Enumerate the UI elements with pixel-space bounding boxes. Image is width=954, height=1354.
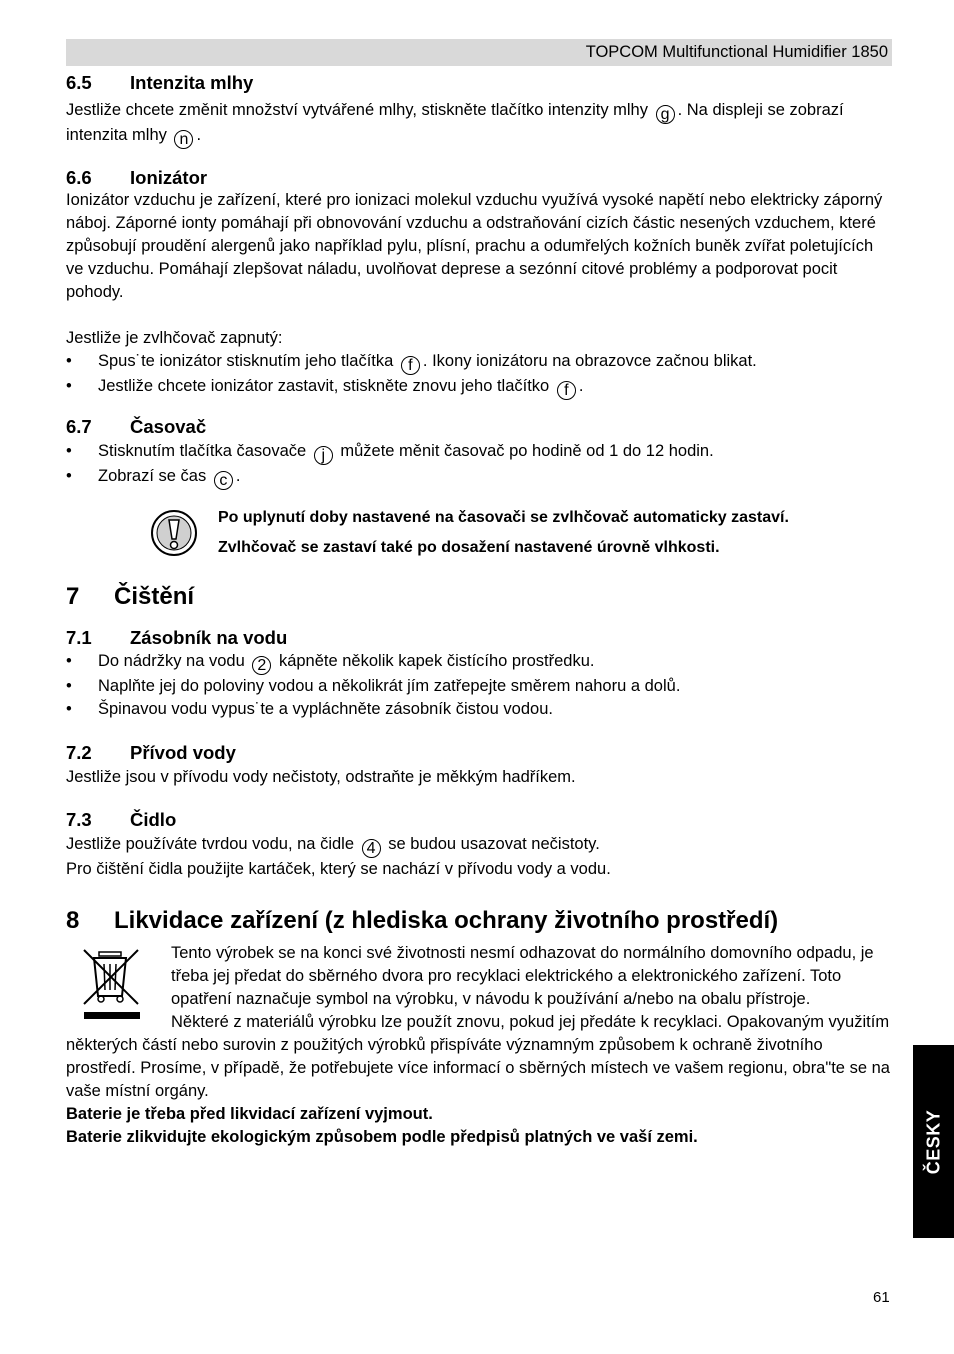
display-ref-c: c — [214, 471, 233, 490]
note-line: Po uplynutí doby nastavené na časovači se zvlhčovač automaticky zastaví. — [218, 509, 789, 526]
button-ref-f: f — [401, 356, 420, 375]
list-item: • Zobrazí se čas c . — [66, 465, 892, 490]
note-line: Zvlhčovač se zastaví také po dosažení nastavené úrovně vlhkosti. — [218, 539, 720, 556]
crossed-out-bin-icon — [82, 946, 142, 1024]
section-number: 7.1 — [66, 627, 92, 648]
section-title: Zásobník na vodu — [130, 627, 288, 648]
section-title: Čidlo — [130, 809, 177, 830]
language-tab — [913, 1045, 954, 1238]
section-7-3-paragraph: Jestliže používáte tvrdou vodu, na čidle 4 se budou usazovat nečistoty. — [66, 835, 600, 857]
section-number: 7.3 — [66, 809, 92, 830]
recycling-paragraph: Některé z materiálů výrobku lze použít znovu, pokud jej předáte k recyklaci. Opakovaným využitím některých částí nebo surovin z použitých výrobků přispíváte významným způsobem k ochraně životního prostředí. Prosíme, v případě, že potřebujete více informací o sběrných místech ve vašem regionu, obra"te se na vaše místní orgány. — [66, 1013, 890, 1100]
chapter-number: 7 — [66, 583, 80, 610]
section-6-6-paragraph: Ionizátor vzduchu je zařízení, které pro ionizaci molekul vzduchu využívá vysoké napětí nebo elektricky záporný náboj. Záporné ionty pomáhají při obnovování vzduchu a odstraňování cizích částic nesených vzduchem, které způsobují proudění alergenů jako například pylu, plísní, prachu a odumřelých kožních buněk zvířat poletujících ve vzduchu. Pomáhají zlepšovat náladu, uvolňovat deprese a sezónní citové problémy a podporovat pocit pohody. — [66, 191, 883, 301]
header-bar — [66, 39, 892, 66]
language-tab-label: ČESKY — [923, 1109, 943, 1174]
section-7-1-heading — [66, 627, 892, 649]
section-number: 7.2 — [66, 742, 92, 763]
chapter-title: Čištění — [114, 583, 195, 610]
display-ref-n: n — [174, 130, 193, 149]
button-ref-j: j — [314, 446, 333, 465]
list-item: • Do nádržky na vodu 2 kápněte několik kapek čistícího prostředku. — [66, 650, 892, 675]
list-item: • Stisknutím tlačítka časovače j můžete měnit časovač po hodině od 1 do 12 hodin. — [66, 440, 892, 465]
section-7-3-paragraph-2: Pro čištění čidla použijte kartáček, který se nachází v přívodu vody a vodu. — [66, 860, 611, 878]
battery-warning-2: Baterie zlikvidujte ekologickým způsobem podle předpisů platných ve vaší zemi. — [66, 1128, 698, 1146]
button-ref-f: f — [557, 381, 576, 400]
section-7-3-heading — [66, 809, 892, 831]
section-number: 6.7 — [66, 416, 92, 437]
section-7-2-heading — [66, 742, 892, 764]
part-ref-4: 4 — [362, 839, 381, 858]
list-item: • Naplňte jej do poloviny vodou a několikrát jím zatřepejte směrem nahoru a dolů. — [66, 675, 892, 698]
battery-warning-1: Baterie je třeba před likvidací zařízení vyjmout. — [66, 1105, 433, 1123]
list-item: • Spus˙te ionizátor stisknutím jeho tlačítka f . Ikony ionizátoru na obrazovce začnou blikat. — [66, 350, 892, 375]
section-number: 6.6 — [66, 167, 92, 188]
chapter-title: Likvidace zařízení (z hlediska ochrany životního prostředí) — [114, 907, 779, 934]
section-6-6-intro: Jestliže je zvlhčovač zapnutý: — [66, 329, 283, 347]
section-6-6-list — [66, 350, 892, 400]
note-text — [218, 503, 789, 563]
chapter-number: 8 — [66, 907, 80, 934]
page-number: 61 — [873, 1289, 890, 1306]
disposal-block — [66, 942, 892, 1011]
section-title: Intenzita mlhy — [130, 72, 254, 93]
section-title: Ionizátor — [130, 167, 208, 188]
disposal-paragraph: Tento výrobek se na konci své životnosti nesmí odhazovat do normálního domovního odpadu, je třeba jej předat do sběrného dvora pro recyklaci elektrického a elektronického zařízení. Toto opatření naznačuje symbol na výrobku, v návodu k používání a/nebo na obalu přístroje. — [171, 944, 874, 1008]
section-6-6-heading — [66, 167, 892, 189]
section-6-5-paragraph: Jestliže chcete změnit množství vytvářené mlhy, stiskněte tlačítko intenzity mlhy g . Na displeji se zobrazí intenzita mlhy n . — [66, 101, 844, 148]
header-title: TOPCOM Multifunctional Humidifier 1850 — [585, 43, 888, 61]
section-7-2-paragraph: Jestliže jsou v přívodu vody nečistoty, odstraňte je měkkým hadříkem. — [66, 768, 576, 786]
section-6-7-list — [66, 440, 892, 490]
chapter-7-heading — [66, 583, 892, 611]
list-item: • Špinavou vodu vypus˙te a vypláchněte zásobník čistou vodou. — [66, 698, 892, 721]
section-6-5-heading — [66, 72, 892, 94]
warning-note-icon — [150, 509, 198, 557]
section-number: 6.5 — [66, 72, 92, 93]
section-title: Přívod vody — [130, 742, 236, 763]
note-box — [66, 503, 892, 561]
button-ref-g: g — [656, 105, 675, 124]
section-title: Časovač — [130, 416, 207, 437]
section-6-7-heading — [66, 416, 892, 438]
chapter-8-heading — [66, 907, 892, 935]
part-ref-2: 2 — [252, 656, 271, 675]
list-item: • Jestliže chcete ionizátor zastavit, stiskněte znovu jeho tlačítko f . — [66, 375, 892, 400]
section-7-1-list — [66, 650, 892, 721]
page-content — [66, 72, 892, 1149]
